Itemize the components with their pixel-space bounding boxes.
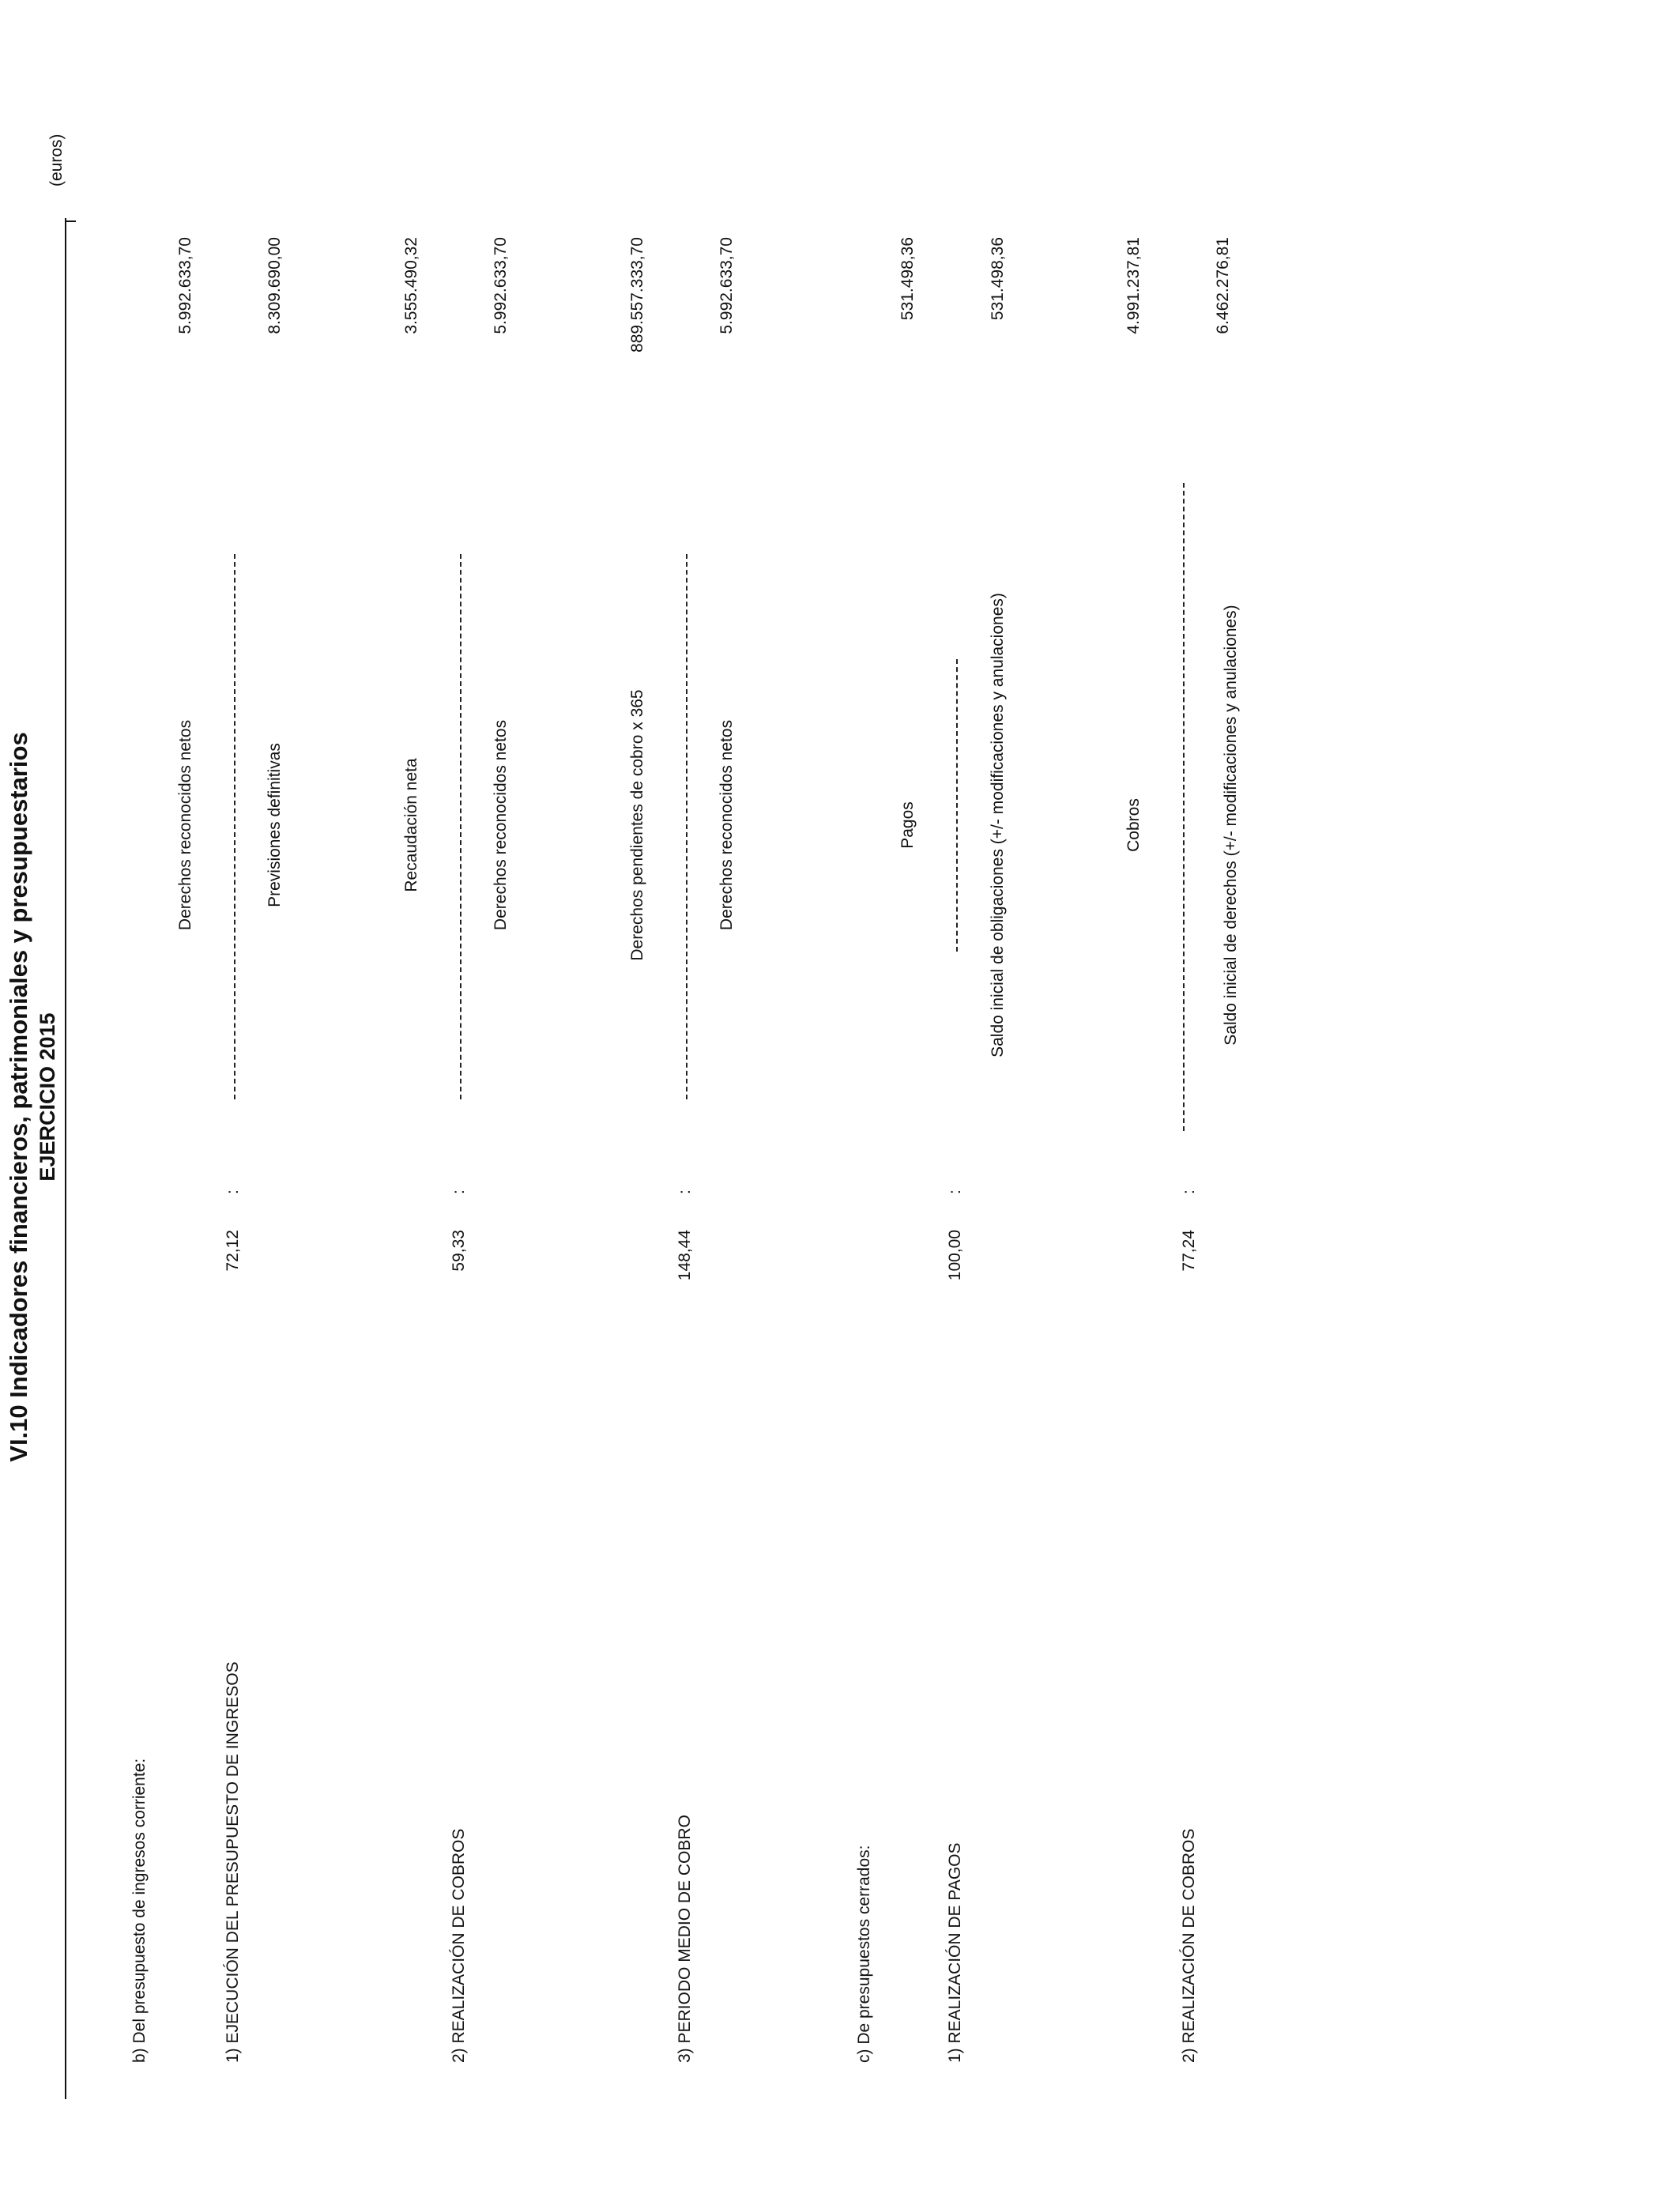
denominator-text: Derechos reconocidos netos [718, 719, 736, 931]
row-label: 2) REALIZACIÓN DE COBROS [1180, 1828, 1198, 2063]
numerator-value: 4.991.237,81 [1124, 237, 1143, 334]
denominator-value: 6.462.276,81 [1214, 237, 1232, 334]
colon: : [676, 1189, 694, 1194]
header-rule [65, 218, 66, 2099]
denominator-text: Previsiones definitivas [266, 743, 284, 907]
header-rule-tick [65, 221, 76, 222]
numerator-text: Recaudación neta [402, 758, 420, 892]
numerator-value: 5.992.633,70 [176, 237, 194, 334]
fraction-line [1183, 483, 1185, 1131]
denominator-value: 5.992.633,70 [492, 237, 510, 334]
numerator-value: 531.498,36 [898, 237, 917, 321]
colon: : [450, 1189, 468, 1194]
ratio-value: 100,00 [946, 1230, 964, 1281]
section-label-closed: c) De presupuestos cerrados: [855, 1845, 873, 2063]
fraction-line [686, 554, 687, 1099]
denominator-value: 531.498,36 [989, 237, 1007, 321]
denominator-text: Derechos reconocidos netos [492, 719, 510, 931]
ratio-value: 148,44 [676, 1230, 694, 1281]
numerator-value: 3.555.490,32 [402, 237, 420, 334]
numerator-text: Derechos reconocidos netos [176, 719, 194, 931]
fraction-line [234, 554, 235, 1099]
row-label: 3) PERIODO MEDIO DE COBRO [676, 1815, 694, 2063]
page-subtitle: EJERCICIO 2015 [36, 1012, 59, 1182]
colon: : [1180, 1189, 1198, 1194]
ratio-value: 59,33 [450, 1230, 468, 1272]
section-label-current: b) Del presupuesto de ingresos corriente: [130, 1758, 149, 2063]
denominator-value: 5.992.633,70 [718, 237, 736, 334]
row-label: 2) REALIZACIÓN DE COBROS [450, 1828, 468, 2063]
units-label: (euros) [47, 134, 66, 187]
numerator-text: Pagos [898, 801, 917, 849]
ratio-value: 77,24 [1180, 1230, 1198, 1272]
row-label: 1) REALIZACIÓN DE PAGOS [946, 1842, 964, 2063]
colon: : [946, 1189, 964, 1194]
denominator-text: Saldo inicial de derechos (+/- modificaciones y anulaciones) [1222, 605, 1240, 1046]
numerator-value: 889.557.333,70 [628, 237, 646, 352]
ratio-value: 72,12 [224, 1230, 242, 1272]
numerator-text: Cobros [1124, 798, 1143, 852]
numerator-text: Derechos pendientes de cobro x 365 [628, 689, 646, 961]
page-title: VI.10 Indicadores financieros, patrimoniales y presupuestarios [5, 732, 32, 1462]
fraction-line [460, 554, 461, 1099]
colon: : [224, 1189, 242, 1194]
denominator-text: Saldo inicial de obligaciones (+/- modificaciones y anulaciones) [989, 593, 1007, 1057]
denominator-value: 8.309.690,00 [266, 237, 284, 334]
row-label: 1) EJECUCIÓN DEL PRESUPUESTO DE INGRESOS [224, 1661, 242, 2063]
fraction-line [956, 659, 958, 952]
